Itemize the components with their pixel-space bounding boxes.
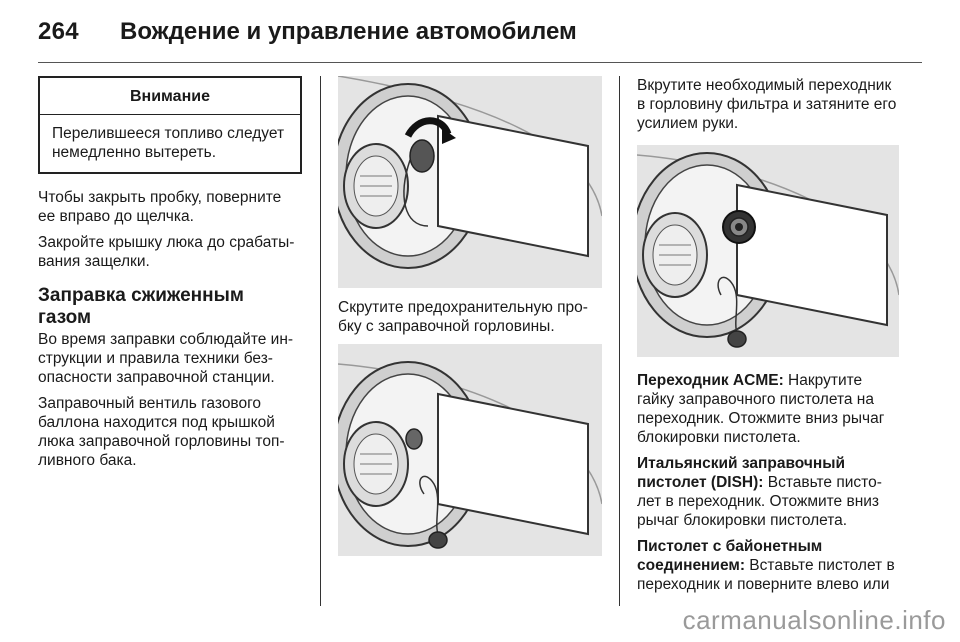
paragraph-close-flap: Закройте крышку люка до срабаты-вания защелки. bbox=[38, 234, 295, 270]
illustration-adapter bbox=[637, 145, 899, 357]
paragraph-acme bbox=[637, 371, 899, 447]
term-bayonet: Пистолет с байонетным соединением: bbox=[637, 538, 823, 574]
illustration-open-valve bbox=[338, 344, 602, 556]
warning-box bbox=[38, 76, 302, 174]
column-3 bbox=[637, 76, 899, 601]
term-acme: Переходник ACME: bbox=[637, 372, 784, 389]
header-rule bbox=[38, 62, 922, 63]
text-dish: Вставьте писто-лет в переходник. Отожмите вниз рычаг блокировки пистолета. bbox=[637, 474, 882, 529]
warning-text: Перелившееся топливо следует немедленно вытереть. bbox=[52, 125, 285, 161]
column-divider-1 bbox=[320, 76, 321, 606]
paragraph-safety: Во время заправки соблюдайте ин-струкции и правила техники без-опасности заправочной станции. bbox=[38, 331, 294, 386]
text-bayonet: Вставьте пистолет в переходник и поверните влево или bbox=[637, 557, 895, 593]
warning-heading: Внимание bbox=[40, 78, 300, 115]
column-divider-2 bbox=[619, 76, 620, 606]
page-title: Вождение и управление автомобилем bbox=[120, 18, 577, 45]
paragraph-screw-adapter: Вкрутите необходимый переходник в горловину фильтра и затяните его усилием руки. bbox=[637, 77, 897, 132]
section-heading-lpg: Заправка сжиженным газом bbox=[38, 285, 244, 328]
paragraph-dish bbox=[637, 454, 899, 530]
page-header bbox=[38, 18, 922, 60]
text-acme: Накрутите гайку заправочного пистолета на переходник. Отожмите вниз рычаг блокировки пистолета. bbox=[637, 372, 885, 446]
paragraph-valve-location: Заправочный вентиль газового баллона находится под крышкой люка заправочной горловины топ-ливного бака. bbox=[38, 395, 285, 469]
paragraph-close-cap: Чтобы закрыть пробку, поверните ее вправо до щелчка. bbox=[38, 189, 282, 225]
page-number: 264 bbox=[38, 18, 79, 45]
column-2 bbox=[338, 76, 602, 556]
caption-unscrew-cap: Скрутите предохранительную про-бку с заправочной горловины. bbox=[338, 299, 588, 335]
term-dish: Итальянский заправочный пистолет (DISH): bbox=[637, 455, 845, 491]
illustration-unscrew-cap bbox=[338, 76, 602, 288]
paragraph-bayonet bbox=[637, 537, 899, 594]
watermark: carmanualsonline.info bbox=[682, 605, 946, 635]
column-1 bbox=[38, 76, 302, 477]
